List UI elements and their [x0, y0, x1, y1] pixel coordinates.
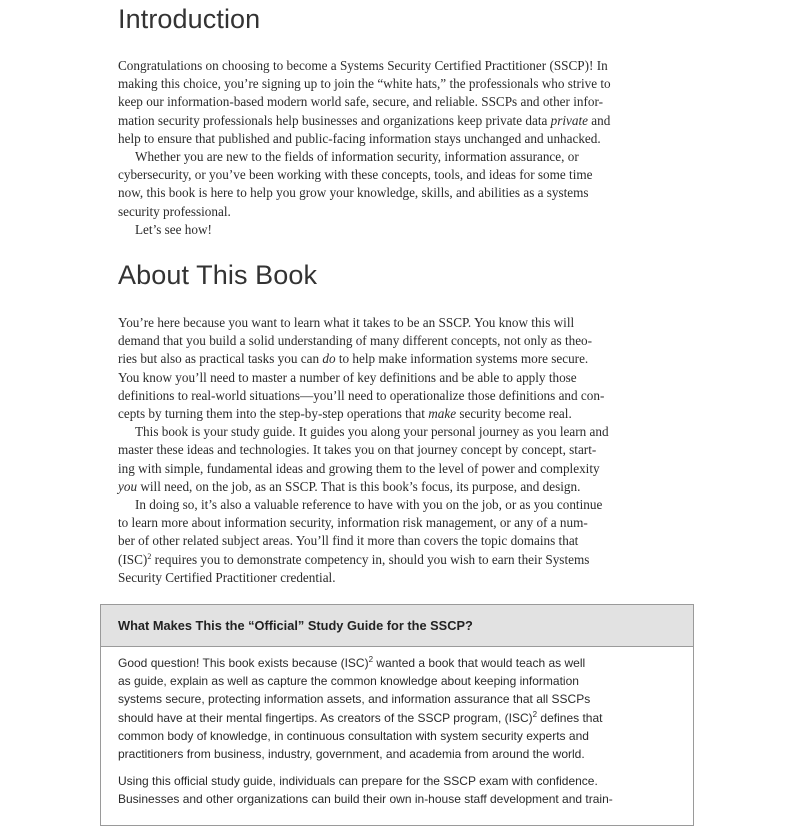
sidebar-text-line: as guide, explain as well as capture the common knowledge about keeping information — [118, 674, 579, 689]
text-line: keep our information-based modern world safe, secure, and reliable. SSCPs and other infor- — [118, 94, 603, 110]
text-line: You know you’ll need to master a number of key definitions and be able to apply those — [118, 369, 577, 385]
introduction-body — [118, 57, 692, 239]
text-line: making this choice, you’re signing up to join the “white hats,” the professionals who strive to — [118, 76, 611, 92]
text-line: cepts by turning them into the step-by-step operations that make security become real. — [118, 406, 572, 422]
sidebar-text-line: Businesses and other organizations can build their own in-house staff development and train- — [118, 792, 613, 807]
sidebar-text-line: should have at their mental fingertips. As creators of the SSCP program, (ISC)$^2$ defines that — [118, 709, 603, 725]
text-line: master these ideas and technologies. It takes you on that journey concept by concept, start- — [118, 442, 597, 458]
sidebar-text-line: systems secure, protecting information assets, and information assurance that all SSCPs — [118, 692, 591, 707]
text-line: to learn more about information security, information risk management, or any of a num- — [118, 515, 588, 531]
about-this-book-body — [118, 314, 692, 587]
text-line: ing with simple, fundamental ideas and growing them to the level of power and complexity — [118, 460, 600, 476]
text-line: ber of other related subject areas. You’ll find it more than covers the topic domains that — [118, 533, 579, 549]
text-line: definitions to real-world situations—you’ll need to operationalize those definitions and con- — [118, 387, 605, 403]
text-line: You’re here because you want to learn what it takes to be an SSCP. You know this will — [118, 315, 575, 330]
sidebar-text-line: Good question! This book exists because (ISC)$^2$ wanted a book that would teach as well — [118, 655, 586, 670]
text-line: demand that you build a solid understanding of many different concepts, not only as theo- — [118, 333, 593, 349]
text-line: Whether you are new to the fields of information security, information assurance, or — [135, 149, 579, 165]
text-line: you will need, on the job, as an SSCP. That is this book’s focus, its purpose, and design. — [118, 478, 581, 494]
sidebar-title: What Makes This the “Official” Study Guide for the SSCP? — [101, 605, 693, 647]
text-line: Security Certified Practitioner credential. — [118, 569, 336, 585]
text-line: Congratulations on choosing to become a Systems Security Certified Practitioner (SSCP)! In — [118, 58, 608, 73]
text-line: ries but also as practical tasks you can do to help make information systems more secure. — [118, 351, 589, 367]
sidebar-text-line: Using this official study guide, individuals can prepare for the SSCP exam with confidence. — [118, 774, 598, 789]
text-line: now, this book is here to help you grow your knowledge, skills, and abilities as a systems — [118, 185, 589, 201]
about-this-book-heading: About This Book — [118, 260, 318, 290]
text-line: mation security professionals help businesses and organizations keep private data private and — [118, 112, 611, 128]
text-line: This book is your study guide. It guides you along your personal journey as you learn and — [135, 424, 609, 440]
introduction-heading: Introduction — [118, 4, 261, 34]
sidebar-text-line: common body of knowledge, in continuous consultation with system security experts and — [118, 728, 589, 743]
official-study-guide-sidebar — [100, 604, 694, 826]
text-line: security professional. — [118, 203, 231, 219]
sidebar-body — [101, 647, 693, 809]
text-line: In doing so, it’s also a valuable reference to have with you on the job, or as you continue — [135, 497, 603, 513]
text-line: Let’s see how! — [135, 221, 212, 237]
sidebar-text-line: practitioners from business, industry, government, and academia from around the world. — [118, 747, 585, 762]
text-line: (ISC)$^2$ requires you to demonstrate competency in, should you wish to earn their Systems — [118, 551, 590, 567]
text-line: help to ensure that published and public-facing information stays unchanged and unhacked. — [118, 130, 601, 146]
text-line: cybersecurity, or you’ve been working with these concepts, tools, and ideas for some time — [118, 167, 593, 183]
